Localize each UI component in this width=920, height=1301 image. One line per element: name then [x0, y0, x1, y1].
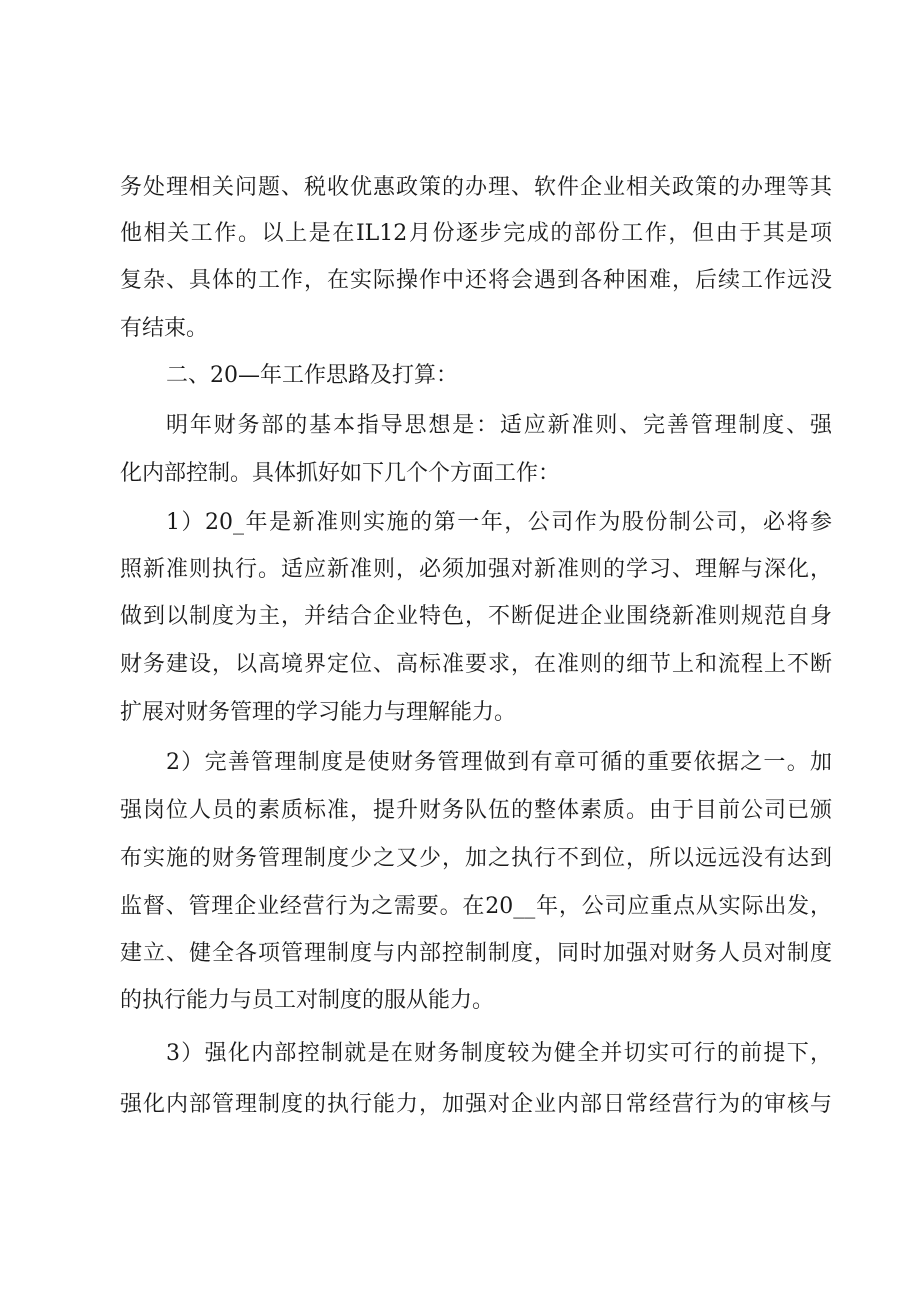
paragraph-line: 强化内部管理制度的执行能力，加强对企业内部日常经营行为的审核与 [120, 1092, 832, 1117]
paragraph-line: 监督、管理企业经营行为之需要。在20__年，公司应重点从实际出发， [120, 894, 832, 919]
paragraph-line: 强岗位人员的素质标准，提升财务队伍的整体素质。由于目前公司已颁 [120, 798, 832, 823]
paragraph-line: 有结束。 [120, 316, 209, 341]
paragraph-line: 2）完善管理制度是使财务管理做到有章可循的重要依据之一。加 [166, 750, 832, 775]
paragraph-line: 务处理相关问题、税收优惠政策的办理、软件企业相关政策的办理等其 [120, 175, 832, 200]
paragraph-line: 1）20_年是新准则实施的第一年，公司作为股份制公司，必将参 [166, 510, 832, 535]
paragraph-line: 3）强化内部控制就是在财务制度较为健全并切实可行的前提下， [166, 1041, 832, 1066]
section-heading: 二、20—年工作思路及打算： [166, 363, 458, 388]
paragraph-line: 做到以制度为主，并结合企业特色，不断促进企业围绕新准则规范自身 [120, 604, 832, 629]
paragraph-line: 照新准则执行。适应新准则，必须加强对新准则的学习、理解与深化， [120, 557, 832, 582]
paragraph-line: 扩展对财务管理的学习能力与理解能力。 [120, 700, 517, 725]
paragraph-line: 财务建设，以高境界定位、高标准要求，在准则的细节上和流程上不断 [120, 652, 832, 677]
paragraph-line: 的执行能力与员工对制度的服从能力。 [120, 988, 495, 1013]
paragraph-line: 布实施的财务管理制度少之又少，加之执行不到位，所以远远没有达到 [120, 846, 832, 871]
paragraph-line: 复杂、具体的工作，在实际操作中还将会遇到各种困难，后续工作远没 [120, 268, 832, 293]
paragraph-line: 他相关工作。以上是在IL12月份逐步完成的部份工作，但由于其是项 [120, 221, 832, 246]
paragraph-line: 化内部控制。具体抓好如下几个个方面工作： [120, 461, 561, 486]
paragraph-line: 明年财务部的基本指导思想是：适应新准则、完善管理制度、强 [166, 413, 832, 438]
paragraph-line: 建立、健全各项管理制度与内部控制制度，同时加强对财务人员对制度 [120, 941, 832, 966]
